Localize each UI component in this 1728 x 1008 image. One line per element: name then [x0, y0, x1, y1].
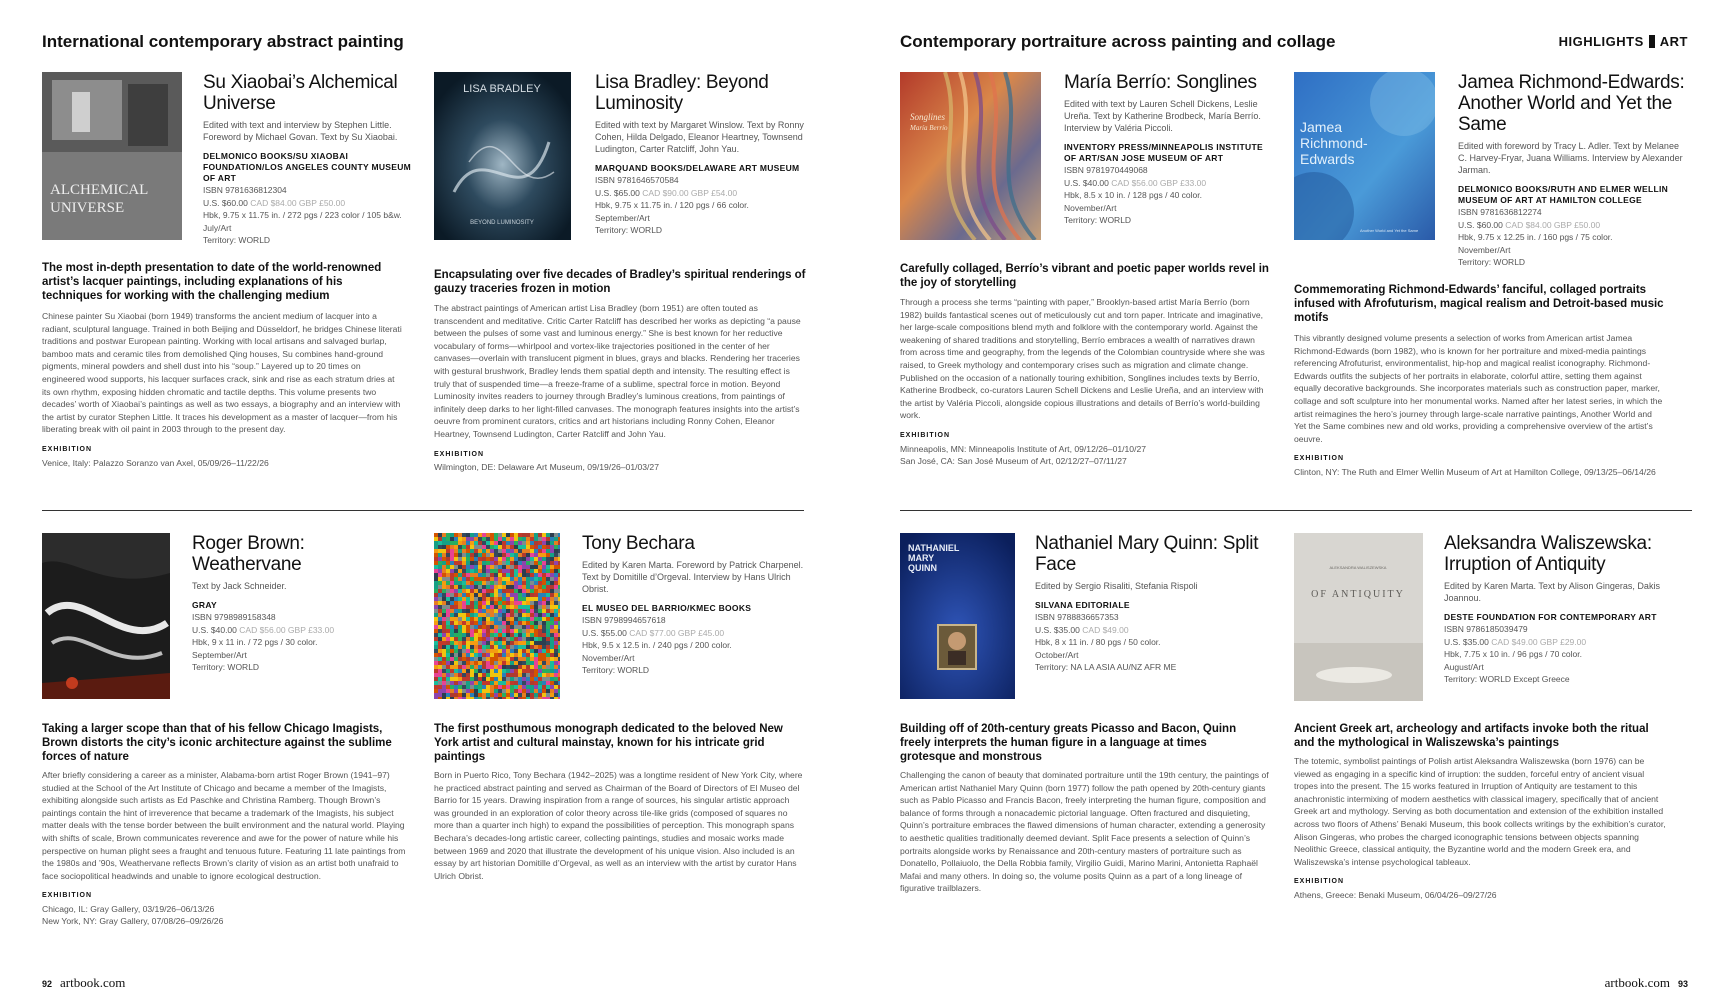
- book-cover-image[interactable]: [434, 72, 571, 240]
- svg-text:Edwards: Edwards: [1300, 151, 1355, 167]
- svg-text:Another World and Yet the Same: Another World and Yet the Same: [1360, 228, 1419, 233]
- book-cover-image[interactable]: [1294, 533, 1423, 701]
- book-territory: Territory: WORLD: [1064, 215, 1132, 225]
- svg-text:OF ANTIQUITY: OF ANTIQUITY: [1311, 589, 1405, 600]
- book-credits: Edited with text by Margaret Winslow. Text by Ronny Cohen, Hilda Delgado, Eleanor Heartney, Townsend Ludington, Carter Ratcliff, John Yau.: [595, 120, 804, 154]
- book-credits: Edited with text by Lauren Schell Dickens, Leslie Ureña. Text by Katherine Brodbeck, María Berrío. Interview by Valéria Piccoli.: [1064, 99, 1261, 133]
- book-format: Hbk, 8.5 x 10 in. / 128 pgs / 40 color.: [1064, 190, 1202, 200]
- book-title[interactable]: Nathaniel Mary Quinn: Split Face: [1035, 533, 1259, 575]
- exhibition-venue: Wilmington, DE: Delaware Art Museum, 09/19/26–01/03/27: [434, 462, 659, 473]
- exhibition-label: EXHIBITION: [42, 445, 93, 453]
- book-credits: Edited by Sergio Risaliti, Stefania Rispoli: [1035, 581, 1198, 591]
- book-credits: Edited by Karen Marta. Foreword by Patrick Charpenel. Text by Domitille d’Orgeval. Interview by Hans Ulrich Obrist.: [582, 560, 804, 594]
- book-headline: Carefully collaged, Berrío’s vibrant and poetic paper worlds revel in the joy of storytelling: [900, 263, 1269, 289]
- book-publisher: INVENTORY PRESS/MINNEAPOLIS INSTITUTE OF ART/SAN JOSE MUSEUM OF ART: [1064, 142, 1263, 163]
- book-headline: Ancient Greek art, archeology and artifacts invoke both the ritual and the mythological in Waliszewska’s paintings: [1294, 723, 1649, 749]
- book-price: U.S. $40.00 CAD $56.00 GBP £33.00: [192, 624, 335, 635]
- exhibition-venue: San José, CA: San José Museum of Art, 02/12/27–07/11/27: [900, 455, 1127, 466]
- exhibition-label: EXHIBITION: [42, 892, 93, 900]
- book-date: October/Art: [1035, 649, 1079, 660]
- svg-text:BEYOND LUMINOSITY: BEYOND LUMINOSITY: [470, 220, 534, 226]
- folio: [1605, 975, 1688, 991]
- book-headline: The first posthumous monograph dedicated to the beloved New York artist and cultural mainstay, known for his intricate grid paintings: [434, 723, 783, 763]
- book-territory: Territory: WORLD: [582, 665, 650, 675]
- book-format: Hbk, 7.75 x 10 in. / 96 pgs / 70 color.: [1444, 649, 1582, 659]
- book-credits: Edited with foreword by Tracy L. Adler. Text by Melanee C. Harvey-Fryar, Juana Williams. Interview by Alexander Jarman.: [1458, 141, 1683, 175]
- book-meta: [1035, 533, 1260, 674]
- book-entry: [42, 72, 422, 502]
- book-title[interactable]: Tony Bechara: [582, 533, 695, 554]
- book-publisher: DELMONICO BOOKS/RUTH AND ELMER WELLIN MUSEUM OF ART AT HAMILTON COLLEGE: [1458, 184, 1669, 205]
- book-date: November/Art: [1458, 244, 1511, 255]
- book-price: U.S. $65.00 CAD $90.00 GBP £54.00: [595, 187, 738, 198]
- book-description: Born in Puerto Rico, Tony Bechara (1942–2025) was a longtime resident of New York City, where he practiced abstract painting and served as Chairman of the Board of Directors of El Museo del Barrio for 15 years. Drawing inspiration from a range of sources, his singular artistic approach was grounded in an exploration of color theory across tile-like grids (composed of squares no more than a quarter inch high) to expand the possibilities of perception. This monograph spans Bechara’s decades-long artistic career, collecting paintings, studies and mosaic works made between 1969 and 2020 that illustrate the development of his unique vision. Also included is an essay by art historian Domitille d’Orgeval, as well as an interview with the artist by curator Hans Ulrich Obrist.: [434, 770, 803, 881]
- book-description: Chinese painter Su Xiaobai (born 1949) transforms the ancient medium of lacquer into a radiant, sculptural language. Trained in both Beijing and Düsseldorf, he bridges Chinese literati traditions and postwar European painting. Working with local artisans and salvaged burlap, bamboo mats and ceramic tiles from demolished Qing houses, Su combines hand-ground pigments, mineral powders and shell dust into his “soup.” Layered up to 20 times on engineered wood supports, his lacquer surfaces crack, sink and rise as each stratum dries at its own rhythm, exposing hidden chromatic and tactile depths. This volume presents two decades’ worth of Xiaobai’s paintings as well as two essays, a biography and an interview with the artist by curator Stephen Little. It traces his development as a master of lacquer—from his liberating break with oil paint in 2003 through to the present day. EXHIBITION Venice, Italy: Palazzo Soranzo van Axel, 05/09/26–11/22/26: [42, 310, 404, 469]
- svg-text:QUINN: QUINN: [908, 563, 937, 573]
- section-title: Contemporary portraiture across painting and collage: [900, 32, 1336, 51]
- book-credits: Text by Jack Schneider.: [192, 581, 287, 591]
- book-date: November/Art: [582, 652, 635, 663]
- book-description: The totemic, symbolist paintings of Polish artist Aleksandra Waliszewska (born 1976) can be viewed as engaging in a specific kind of irruption: the sudden, forceful entry of ancient visual tropes into the present. The 15 works featured in Irruption of Antiquity are testament to this anachronistic intermixing of modern aesthetics with classical imagery, specifically that of ancient Greek art and mythology. Serving as both documentation and extension of the exhibition installed across two floors of Athens’ Benaki Museum, this book collects writings by the exhibition’s curator, Alison Gingeras, who probes the charged iconographic tensions between objects spanning Neolithic Greece, classical antiquity, the Byzantine world and the modern Greek era, and Waliszewska’s intense psychological tableaux. EXHIBITION Athens, Greece: Benaki Museum, 06/04/26–09/27/26: [1294, 756, 1666, 900]
- book-meta: [1458, 72, 1688, 269]
- section-title: International contemporary abstract painting: [42, 32, 404, 51]
- book-entry: [900, 533, 1280, 963]
- page-number: 93: [1677, 979, 1688, 989]
- svg-text:María Berrío: María Berrío: [910, 124, 948, 132]
- book-headline: The most in-depth presentation to date of the world-renowned artist’s lacquer paintings, including explanations of his techniques for working with the challenging medium: [42, 262, 382, 302]
- book-price: U.S. $60.00 CAD $84.00 GBP £50.00: [203, 197, 346, 208]
- book-isbn: ISBN 9781636812274: [1458, 207, 1542, 217]
- book-territory: Territory: WORLD: [1458, 257, 1526, 267]
- book-publisher: EL MUSEO DEL BARRIO/KMEC BOOKS: [582, 603, 752, 613]
- book-isbn: ISBN 9798994657618: [582, 615, 666, 625]
- book-headline: Encapsulating over five decades of Bradley’s spiritual renderings of gauzy traceries frozen in motion: [434, 269, 806, 295]
- svg-text:UNIVERSE: UNIVERSE: [50, 200, 125, 216]
- site-url[interactable]: artbook.com: [1604, 975, 1670, 990]
- tag-separator: [1649, 35, 1655, 48]
- book-meta: [595, 72, 805, 237]
- book-publisher: DESTE FOUNDATION FOR CONTEMPORARY ART: [1444, 612, 1657, 622]
- book-isbn: ISBN 9781646570584: [595, 175, 679, 185]
- book-title[interactable]: Su Xiaobai’s Alchemical Universe: [203, 72, 398, 114]
- exhibition-venue: Minneapolis, MN: Minneapolis Institute of Art, 09/12/26–01/10/27: [900, 443, 1147, 454]
- book-headline: Commemorating Richmond-Edwards’ fanciful, collaged portraits infused with Afrofuturism, magical realism and Detroit-based music motifs: [1294, 284, 1664, 324]
- book-territory: Territory: WORLD: [595, 225, 663, 235]
- book-format: Hbk, 9.5 x 12.5 in. / 240 pgs / 200 color.: [582, 640, 732, 650]
- book-title[interactable]: Aleksandra Waliszewska: Irruption of Antiquity: [1444, 533, 1652, 575]
- book-format: Hbk, 9.75 x 11.75 in. / 120 pgs / 66 color.: [595, 200, 749, 210]
- svg-text:Richmond-: Richmond-: [1300, 135, 1368, 151]
- folio: [42, 975, 125, 991]
- book-format: Hbk, 9 x 11 in. / 72 pgs / 30 color.: [192, 637, 318, 647]
- exhibition-label: EXHIBITION: [1294, 455, 1345, 463]
- book-description: This vibrantly designed volume presents a selection of works from American artist Jamea Richmond-Edwards (born 1982), who is known for her portraiture and mixed-media paintings referencing Afrofuturist, environmentalist, hip-hop and magical realist iconography. Richmond-Edwards outfits the subjects of her portraits in elaborate, colorful attire, setting them against equally decorative backgrounds. She incorporates materials such as construction paper, marker, collage and soft sculpture into her monumental works. Named after her latest series, in which the artist reimagines the hero’s journey through large-scale narrative paintings, Another World and Yet the Same combines new and old works, providing a comprehensive overview of the artist’s oeuvre. EXHIBITION Clinton, NY: The Ruth and Elmer Wellin Museum of Art at Hamilton College, 09/13/25–06/14/26: [1294, 332, 1666, 478]
- svg-text:MARY: MARY: [908, 553, 935, 563]
- book-publisher: DELMONICO BOOKS/SU XIAOBAI FOUNDATION/LOS ANGELES COUNTY MUSEUM OF ART: [203, 151, 412, 183]
- book-format: Hbk, 9.75 x 12.25 in. / 160 pgs / 75 color.: [1458, 232, 1613, 242]
- highlights-tag: [1559, 34, 1688, 49]
- book-cover-image[interactable]: [900, 533, 1015, 699]
- cover-title-text: Songlines: [910, 112, 945, 122]
- book-entry: [42, 533, 422, 963]
- book-cover-image[interactable]: [434, 533, 560, 699]
- exhibition-venue: New York, NY: Gray Gallery, 07/08/26–09/26/26: [42, 915, 224, 926]
- book-date: August/Art: [1444, 661, 1484, 672]
- book-price: U.S. $40.00 CAD $56.00 GBP £33.00: [1064, 177, 1207, 188]
- exhibition-label: EXHIBITION: [434, 450, 485, 458]
- book-cover-image[interactable]: [42, 533, 170, 699]
- exhibition-venue: Athens, Greece: Benaki Museum, 06/04/26–09/27/26: [1294, 889, 1497, 900]
- book-description: After briefly considering a career as a minister, Alabama-born artist Roger Brown (1941–97) studied at the School of the Art Institute of Chicago and became a member of the Imagists, exhibiting alongside such artists as Ed Paschke and Christina Ramberg. Though Brown’s paintings contain the hint of irreverence that became a trademark of the Imagists, his subject matter deals with the tense border between the built environment and the natural world. Playing with shifts of scale, Brown communicates reverence and awe for the power of nature while his perspective on human plight sees a fraught and tenuous future. Featuring 11 late paintings from the 1980s and ’90s, Weathervane reflects Brown’s clarity of vision as an artist both unafraid to face sociopolitical headwinds and unable to ignore ecological destruction. EXHIBITION Chicago, IL: Gray Gallery, 03/19/26–06/13/26 New York, NY: Gray Gallery, 07/08/26–09/26/26: [42, 769, 408, 927]
- exhibition-venue: Venice, Italy: Palazzo Soranzo van Axel, 05/09/26–11/22/26: [42, 457, 269, 468]
- book-meta: [582, 533, 807, 677]
- book-title[interactable]: Jamea Richmond-Edwards: Another World and Yet the Same: [1458, 72, 1685, 135]
- cover-title-text: ALCHEMICAL: [50, 182, 149, 198]
- book-territory: Territory: WORLD: [203, 235, 271, 245]
- book-isbn: ISBN 9786185039479: [1444, 624, 1528, 634]
- book-price: U.S. $35.00 CAD $49.00: [1035, 624, 1129, 635]
- book-isbn: ISBN 9798989158348: [192, 612, 276, 622]
- section-divider: [900, 510, 1692, 511]
- book-entry: [900, 72, 1280, 502]
- book-format: Hbk, 9.75 x 11.75 in. / 272 pgs / 223 color / 105 b&w.: [203, 210, 402, 220]
- cover-title-text: NATHANIEL: [908, 543, 960, 553]
- cover-title-text: LISA BRADLEY: [463, 83, 541, 95]
- book-cover-image[interactable]: [1294, 72, 1435, 240]
- book-headline: Building off of 20th-century greats Picasso and Bacon, Quinn freely interprets the human figure in a language at times grotesque and monstrous: [900, 723, 1237, 763]
- book-cover-image[interactable]: [42, 72, 182, 240]
- book-meta: [1444, 533, 1684, 686]
- book-entry: [1294, 533, 1694, 963]
- book-description: Challenging the canon of beauty that dominated portraiture until the 19th century, the paintings of American artist Nathaniel Mary Quinn (born 1977) follow the path opened by 20th-century giants such as Pablo Picasso and Francis Bacon, freely interpreting the human figure, composition and balance of forms through a nonacademic pictorial language. Often fractured and disquieting, Quinn’s portraiture embraces the flawed dimensions of human character, extending a generosity to aesthetic qualities traditionally deemed deviant. Split Face presents a selection of Quinn’s portraits alongside works by Renaissance and 20th-century masters of portraiture such as Donatello, Pollaiuolo, the Della Robbia family, Virgilio Guidi, Marino Marini, Antonietta Raphaël Mafai and many others. In doing so, the volume posits Quinn as a part of a long lineage of figurative trailblazers.: [900, 770, 1269, 894]
- book-price: U.S. $35.00 CAD $49.00 GBP £29.00: [1444, 636, 1587, 647]
- book-meta: [192, 533, 417, 674]
- cover-title-text: Jamea: [1300, 119, 1343, 135]
- book-credits: Edited by Karen Marta. Text by Alison Gingeras, Dakis Joannou.: [1444, 581, 1660, 603]
- book-title[interactable]: Lisa Bradley: Beyond Luminosity: [595, 72, 769, 114]
- book-isbn: ISBN 9781970449068: [1064, 165, 1148, 175]
- right-page: [864, 0, 1728, 1008]
- book-territory: Territory: NA LA ASIA AU/NZ AFR ME: [1035, 662, 1177, 672]
- cover-title-text: ALEKSANDRA WALISZEWSKA: [1329, 565, 1387, 570]
- book-isbn: ISBN 9781636812304: [203, 185, 287, 195]
- exhibition-venue: Chicago, IL: Gray Gallery, 03/19/26–06/13/26: [42, 903, 215, 914]
- highlights-label: HIGHLIGHTS: [1558, 34, 1644, 49]
- book-publisher: SILVANA EDITORIALE: [1035, 600, 1130, 610]
- exhibition-venue: Clinton, NY: The Ruth and Elmer Wellin Museum of Art at Hamilton College, 09/13/25–06/14/26: [1294, 466, 1656, 477]
- book-date: September/Art: [192, 649, 247, 660]
- section-divider: [42, 510, 804, 511]
- page-number: 92: [42, 979, 53, 989]
- book-territory: Territory: WORLD: [192, 662, 260, 672]
- book-entry: [1294, 72, 1694, 502]
- book-title[interactable]: Roger Brown: Weathervane: [192, 533, 305, 575]
- book-description: The abstract paintings of American artist Lisa Bradley (born 1951) are often touted as transcendent and meditative. Critic Carter Ratcliff has described her works as depicting “a pause between the pulses of some vast and luminous energy.” She is best known for her reductive vocabulary of forms—whirlpool and vortex-like trajectories positioned in the center of her canvases—overlain with translucent pigment in blues, grays and blacks. Rendering her traceries with gestural brushwork, Bradley lends them spatial depth and intensity. The resulting effect is truly that of suspended time—a freeze-frame of a sublime, spectral force in motion. Beyond Luminosity invites readers to journey through Bradley’s luminous creations, from paintings of infinitely deep darks to her light-filled canvases. The monograph features insights into the artist’s oeuvre from prominent curators, critics and art historians including Ronny Cohen, Eleanor Heartney, Townsend Ludington, Carter Ratcliff and John Yau. EXHIBITION Wilmington, DE: Delaware Art Museum, 09/19/26–01/03/27: [434, 302, 806, 473]
- book-meta: [203, 72, 418, 247]
- book-price: U.S. $60.00 CAD $84.00 GBP £50.00: [1458, 219, 1601, 230]
- book-title[interactable]: María Berrío: Songlines: [1064, 72, 1257, 93]
- exhibition-label: EXHIBITION: [900, 431, 951, 439]
- book-date: July/Art: [203, 222, 232, 233]
- book-format: Hbk, 8 x 11 in. / 80 pgs / 50 color.: [1035, 637, 1161, 647]
- category-label: ART: [1659, 34, 1688, 49]
- book-price: U.S. $55.00 CAD $77.00 GBP £45.00: [582, 627, 725, 638]
- book-cover-image[interactable]: [900, 72, 1041, 240]
- book-entry: [434, 533, 814, 963]
- book-meta: [1064, 72, 1274, 227]
- book-publisher: MARQUAND BOOKS/DELAWARE ART MUSEUM: [595, 163, 800, 173]
- book-entry: [434, 72, 814, 502]
- book-headline: Taking a larger scope than that of his fellow Chicago Imagists, Brown distorts the city’s iconic architecture against the sublime forces of nature: [42, 723, 392, 763]
- book-date: November/Art: [1064, 202, 1117, 213]
- book-credits: Edited with text and interview by Stephen Little. Foreword by Michael Govan. Text by Su Xiaobai.: [203, 120, 398, 142]
- exhibition-label: EXHIBITION: [1294, 878, 1345, 886]
- site-url[interactable]: artbook.com: [60, 975, 126, 990]
- book-isbn: ISBN 9788836657353: [1035, 612, 1119, 622]
- book-territory: Territory: WORLD Except Greece: [1444, 674, 1570, 684]
- book-publisher: GRAY: [192, 600, 217, 610]
- book-date: September/Art: [595, 212, 650, 223]
- book-description: Through a process she terms “painting with paper,” Brooklyn-based artist María Berrío (born 1982) builds fantastical scenes out of meticulously cut and torn paper. Intricate and imaginative, her large-scale compositions blend myth and folklore with the contemporary world. Against the weakening of shared traditions and storytelling, Berrío embraces a wealth of narratives drawn from across time and geography, from the legends of the Colombian countryside where she was raised, to Greek mythology and contemporary crises such as migration and climate change. Published on the occasion of a nationally touring exhibition, Songlines includes texts by Berrío, Katherine Brodbeck, co-curators Lauren Schell Dickens and Leslie Ureña, and an interview with the artist by Valéria Piccoli, alongside copious illustrations and details of Berrío’s world-building work. EXHIBITION Minneapolis, MN: Minneapolis Institute of Art, 09/12/26–01/10/27 San José, CA: San José Museum of Art, 02/12/27–07/11/27: [900, 296, 1272, 467]
